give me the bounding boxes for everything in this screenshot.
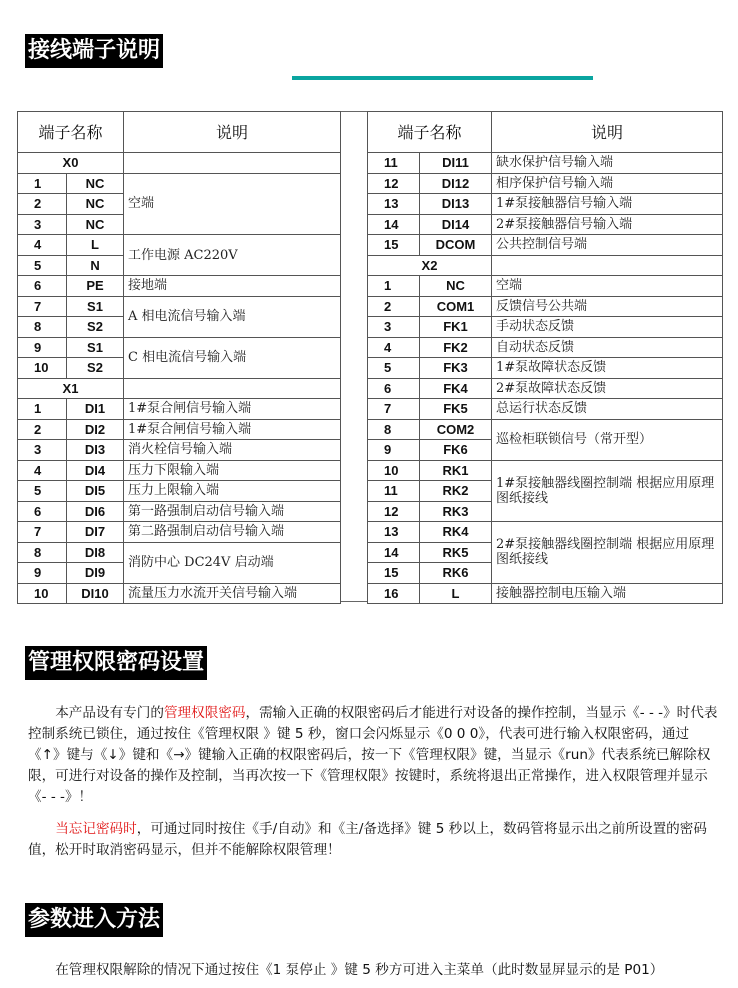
terminal-number: 6 bbox=[18, 276, 67, 297]
terminal-name: RK2 bbox=[420, 481, 492, 502]
terminal-name: L bbox=[420, 583, 492, 604]
terminal-number: 8 bbox=[368, 419, 420, 440]
group-row bbox=[368, 255, 723, 276]
terminal-description: A 相电流信号输入端 bbox=[124, 296, 341, 337]
terminal-number: 7 bbox=[18, 522, 67, 543]
table-row bbox=[368, 583, 723, 604]
table-row bbox=[18, 501, 341, 522]
parameter-entry-paragraph: 在管理权限解除的情况下通过按住《1 泵停止 》键 5 秒方可进入主菜单（此时数显屏显示的是 P01） bbox=[55, 962, 664, 978]
table-row bbox=[368, 358, 723, 379]
terminal-name: RK3 bbox=[420, 501, 492, 522]
terminal-description: 压力上限输入端 bbox=[124, 481, 341, 502]
terminal-description: 1#泵接触器线圈控制端 根据应用原理图纸接线 bbox=[492, 460, 723, 522]
table-row bbox=[18, 235, 341, 256]
table-row bbox=[18, 522, 341, 543]
table-row bbox=[368, 522, 723, 543]
terminal-description: 2#泵故障状态反馈 bbox=[492, 378, 723, 399]
terminal-number: 8 bbox=[18, 317, 67, 338]
table-row bbox=[368, 296, 723, 317]
terminal-number: 16 bbox=[368, 583, 420, 604]
terminal-number: 12 bbox=[368, 173, 420, 194]
terminal-number: 10 bbox=[368, 460, 420, 481]
terminal-description: 手动状态反馈 bbox=[492, 317, 723, 338]
terminal-description: 消防中心 DC24V 启动端 bbox=[124, 542, 341, 583]
terminal-number: 2 bbox=[18, 194, 67, 215]
terminal-description: 自动状态反馈 bbox=[492, 337, 723, 358]
terminal-number: 4 bbox=[368, 337, 420, 358]
terminal-description: 第一路强制启动信号输入端 bbox=[124, 501, 341, 522]
table-row bbox=[18, 173, 341, 194]
terminal-number: 10 bbox=[18, 358, 67, 379]
table-row bbox=[18, 276, 341, 297]
terminal-description: 缺水保护信号输入端 bbox=[492, 153, 723, 174]
forgot-password-paragraph bbox=[28, 819, 718, 861]
terminal-description: 1#泵接触器信号输入端 bbox=[492, 194, 723, 215]
terminal-number: 13 bbox=[368, 194, 420, 215]
terminal-number: 9 bbox=[18, 337, 67, 358]
terminal-number: 10 bbox=[18, 583, 67, 604]
terminal-description: 反馈信号公共端 bbox=[492, 296, 723, 317]
terminal-name: FK3 bbox=[420, 358, 492, 379]
terminal-table bbox=[17, 111, 723, 602]
terminal-number: 11 bbox=[368, 153, 420, 174]
terminal-number: 11 bbox=[368, 481, 420, 502]
terminal-description: 接触器控制电压输入端 bbox=[492, 583, 723, 604]
terminal-number: 7 bbox=[18, 296, 67, 317]
terminal-description: 压力下限输入端 bbox=[124, 460, 341, 481]
terminal-number: 6 bbox=[18, 501, 67, 522]
terminal-number: 15 bbox=[368, 235, 420, 256]
terminal-name: COM2 bbox=[420, 419, 492, 440]
group-label: X1 bbox=[18, 378, 124, 399]
terminal-number: 5 bbox=[368, 358, 420, 379]
group-description bbox=[124, 378, 341, 399]
terminal-number: 3 bbox=[368, 317, 420, 338]
group-description bbox=[124, 153, 341, 174]
terminal-name: DI1 bbox=[67, 399, 124, 420]
terminal-name: DCOM bbox=[420, 235, 492, 256]
terminal-description: 空端 bbox=[492, 276, 723, 297]
terminal-name: DI12 bbox=[420, 173, 492, 194]
terminal-name: NC bbox=[67, 214, 124, 235]
terminal-number: 1 bbox=[18, 399, 67, 420]
terminal-name: FK5 bbox=[420, 399, 492, 420]
terminal-name: DI3 bbox=[67, 440, 124, 461]
table-gap bbox=[341, 111, 367, 602]
terminal-name: COM1 bbox=[420, 296, 492, 317]
terminal-number: 5 bbox=[18, 481, 67, 502]
terminal-number: 1 bbox=[18, 173, 67, 194]
group-label: X0 bbox=[18, 153, 124, 174]
header-terminal-name: 端子名称 bbox=[18, 112, 124, 153]
terminal-name: RK6 bbox=[420, 563, 492, 584]
forgot-password-body: ，可通过同时按住《手/自动》和《主/备选择》键 5 秒以上，数码管将显示出之前所设置的密码值，松开时取消密码显示，但并不能解除权限管理！ bbox=[28, 821, 707, 858]
terminal-number: 12 bbox=[368, 501, 420, 522]
table-row bbox=[368, 173, 723, 194]
terminal-number: 13 bbox=[368, 522, 420, 543]
terminal-number: 2 bbox=[18, 419, 67, 440]
table-header-row bbox=[18, 112, 341, 153]
terminal-name: DI8 bbox=[67, 542, 124, 563]
group-row bbox=[18, 378, 341, 399]
table-row bbox=[368, 419, 723, 440]
terminal-table-left bbox=[17, 111, 341, 604]
terminal-name: DI6 bbox=[67, 501, 124, 522]
table-row bbox=[368, 214, 723, 235]
terminal-name: NC bbox=[420, 276, 492, 297]
header-description: 说明 bbox=[492, 112, 723, 153]
table-row bbox=[18, 583, 341, 604]
terminal-description: 1#泵故障状态反馈 bbox=[492, 358, 723, 379]
terminal-number: 4 bbox=[18, 235, 67, 256]
group-description bbox=[492, 255, 723, 276]
terminal-description: 巡检柜联锁信号（常开型） bbox=[492, 419, 723, 460]
table-row bbox=[18, 419, 341, 440]
terminal-number: 2 bbox=[368, 296, 420, 317]
table-row bbox=[18, 337, 341, 358]
terminal-name: L bbox=[67, 235, 124, 256]
terminal-number: 7 bbox=[368, 399, 420, 420]
section-title-terminal-description: 接线端子说明 bbox=[25, 34, 163, 68]
terminal-name: RK1 bbox=[420, 460, 492, 481]
terminal-name: S1 bbox=[67, 296, 124, 317]
table-row bbox=[368, 460, 723, 481]
table-row bbox=[368, 317, 723, 338]
forgot-password-highlight: 当忘记密码时 bbox=[55, 821, 137, 837]
terminal-description: 2#泵接触器信号输入端 bbox=[492, 214, 723, 235]
table-row bbox=[368, 194, 723, 215]
terminal-table-right bbox=[367, 111, 723, 604]
section-title-parameter-entry: 参数进入方法 bbox=[25, 903, 163, 937]
terminal-name: NC bbox=[67, 173, 124, 194]
terminal-name: DI4 bbox=[67, 460, 124, 481]
terminal-description: 空端 bbox=[124, 173, 341, 235]
terminal-description: 总运行状态反馈 bbox=[492, 399, 723, 420]
terminal-name: NC bbox=[67, 194, 124, 215]
table-row bbox=[18, 481, 341, 502]
terminal-name: S2 bbox=[67, 317, 124, 338]
table-row bbox=[368, 399, 723, 420]
terminal-description: 工作电源 AC220V bbox=[124, 235, 341, 276]
terminal-name: DI11 bbox=[420, 153, 492, 174]
section-title-password: 管理权限密码设置 bbox=[25, 646, 207, 680]
table-row bbox=[368, 276, 723, 297]
terminal-name: DI14 bbox=[420, 214, 492, 235]
terminal-number: 8 bbox=[18, 542, 67, 563]
table-row bbox=[368, 153, 723, 174]
terminal-number: 3 bbox=[18, 214, 67, 235]
terminal-number: 6 bbox=[368, 378, 420, 399]
terminal-name: N bbox=[67, 255, 124, 276]
terminal-name: RK5 bbox=[420, 542, 492, 563]
terminal-name: DI10 bbox=[67, 583, 124, 604]
terminal-number: 5 bbox=[18, 255, 67, 276]
terminal-description: C 相电流信号输入端 bbox=[124, 337, 341, 378]
terminal-name: RK4 bbox=[420, 522, 492, 543]
header-terminal-name: 端子名称 bbox=[368, 112, 492, 153]
password-highlight: 管理权限密码 bbox=[163, 705, 246, 721]
group-row bbox=[18, 153, 341, 174]
terminal-description: 流量压力水流开关信号输入端 bbox=[124, 583, 341, 604]
terminal-number: 14 bbox=[368, 542, 420, 563]
terminal-name: DI13 bbox=[420, 194, 492, 215]
terminal-name: S1 bbox=[67, 337, 124, 358]
terminal-number: 14 bbox=[368, 214, 420, 235]
terminal-name: DI2 bbox=[67, 419, 124, 440]
terminal-number: 1 bbox=[368, 276, 420, 297]
terminal-name: DI9 bbox=[67, 563, 124, 584]
terminal-name: FK2 bbox=[420, 337, 492, 358]
table-row bbox=[18, 399, 341, 420]
table-row bbox=[368, 235, 723, 256]
terminal-name: FK4 bbox=[420, 378, 492, 399]
terminal-number: 3 bbox=[18, 440, 67, 461]
terminal-description: 2#泵接触器线圈控制端 根据应用原理图纸接线 bbox=[492, 522, 723, 584]
header-description: 说明 bbox=[124, 112, 341, 153]
terminal-description: 1#泵合闸信号输入端 bbox=[124, 399, 341, 420]
terminal-number: 9 bbox=[18, 563, 67, 584]
table-row bbox=[18, 440, 341, 461]
terminal-name: FK6 bbox=[420, 440, 492, 461]
terminal-name: DI7 bbox=[67, 522, 124, 543]
table-row bbox=[18, 296, 341, 317]
terminal-name: FK1 bbox=[420, 317, 492, 338]
group-label: X2 bbox=[368, 255, 492, 276]
table-row bbox=[368, 337, 723, 358]
password-body: ，需输入正确的权限密码后才能进行对设备的操作控制，当显示《- - -》时代表控制系统已锁住，通过按住《管理权限 》键 5 秒，窗口会闪烁显示《0 0 0》，代表可进行输入权限密码，通过《↑》键与《↓》键和《→》键输入正确的权限密码后，按一下《管理权限》键，当显示《run》代表系统已解除权限，可进行对设备的操作及控制，当再次按一下《管理权限》按键时，系统将退出正常操作，进入权限管理并显示《- - -》！ bbox=[28, 705, 718, 805]
password-intro: 本产品设有专门的 bbox=[55, 705, 164, 721]
terminal-number: 9 bbox=[368, 440, 420, 461]
table-row bbox=[18, 460, 341, 481]
terminal-number: 15 bbox=[368, 563, 420, 584]
table-row bbox=[18, 542, 341, 563]
table-header-row bbox=[368, 112, 723, 153]
terminal-number: 4 bbox=[18, 460, 67, 481]
terminal-description: 接地端 bbox=[124, 276, 341, 297]
terminal-description: 第二路强制启动信号输入端 bbox=[124, 522, 341, 543]
terminal-description: 消火栓信号输入端 bbox=[124, 440, 341, 461]
terminal-description: 公共控制信号端 bbox=[492, 235, 723, 256]
terminal-name: S2 bbox=[67, 358, 124, 379]
table-row bbox=[368, 378, 723, 399]
terminal-description: 相序保护信号输入端 bbox=[492, 173, 723, 194]
accent-divider bbox=[292, 76, 593, 80]
password-paragraph bbox=[28, 703, 718, 808]
terminal-description: 1#泵合闸信号输入端 bbox=[124, 419, 341, 440]
terminal-name: PE bbox=[67, 276, 124, 297]
terminal-name: DI5 bbox=[67, 481, 124, 502]
